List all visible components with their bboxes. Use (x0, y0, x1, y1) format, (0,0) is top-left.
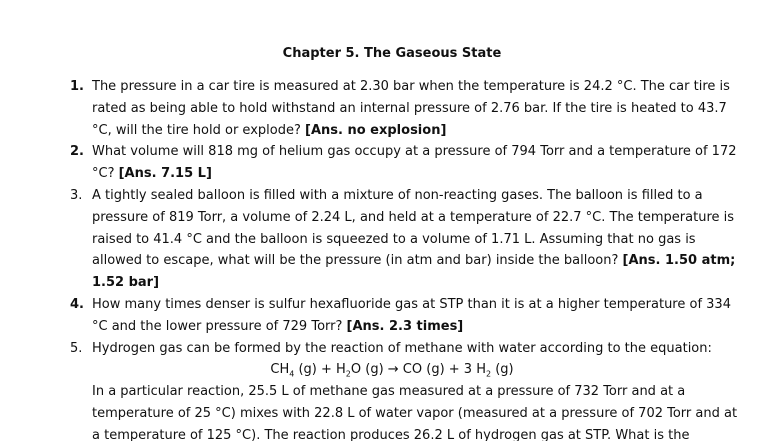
question-text: How many times denser is sulfur hexafluoride gas at STP than it is at a higher temperature of 334 °C and the lower pressure of 729 Torr? (92, 296, 731, 334)
question-number: 1. (70, 79, 84, 94)
question-item (0, 185, 784, 294)
chemical-equation (92, 359, 738, 381)
chapter-title: Chapter 5. The Gaseous State (282, 46, 502, 61)
question-item (0, 294, 784, 338)
question-text: The pressure in a car tire is measured at 2.30 bar when the temperature is 24.2 °C. The car tire is rated as being able to hold withstand an internal pressure of 2.76 bar. If the tire is heated to 43.7 °C, will the tire hold or explode? (92, 79, 730, 138)
eq-subscript: 2 (345, 369, 351, 379)
question-list (0, 76, 784, 441)
eq-subscript: 2 (485, 369, 492, 379)
answer-text: [Ans. 1.50 atm; 1.52 bar] (92, 253, 736, 291)
question-text: A tightly sealed balloon is filled with a mixture of non-reacting gases. The balloon is filled to a pressure of 819 Torr, a volume of 2.24 L, and held at a temperature of 22.7 °C. The temperature is raised to 41.4 °C and the balloon is squeezed to a volume of 1.71 L. Assuming that no gas is allowed to escape, what will be the pressure (in atm and bar) inside the balloon? (92, 187, 735, 269)
answer-text: [Ans. no explosion] (305, 122, 447, 138)
eq-subscript: 4 (289, 369, 295, 379)
question-text: What volume will 818 mg of helium gas occupy at a pressure of 794 Torr and a temperature of 172 °C? (92, 144, 737, 182)
question-item (0, 76, 784, 141)
eq-part: CH (270, 362, 290, 378)
answer-text: [Ans. 7.15 L] (118, 166, 212, 182)
answer-text: [Ans. 2.3 times] (346, 318, 464, 334)
eq-part: (g) (491, 362, 514, 378)
question-number: 4. (70, 296, 84, 312)
eq-part: O (g) → CO (g) + 3 H (350, 362, 486, 378)
question-number: 2. (70, 144, 84, 160)
eq-part: (g) + H (294, 362, 346, 378)
question-number: 5. (70, 340, 83, 356)
question-number: 3. (70, 187, 83, 203)
question-text: Hydrogen gas can be formed by the reaction of methane with water according to the equation: (92, 340, 712, 356)
question-continuation: In a particular reaction, 25.5 L of methane gas measured at a pressure of 732 Torr and at a temperature of 25 °C) mixes with 22.8 L of water vapor (measured at a pressure of 702 Torr and at a temperature of 125 °C). The reaction produces 26.2 L of hydrogen gas at STP. What is the (92, 384, 738, 441)
question-item (0, 141, 784, 185)
question-item (0, 338, 784, 441)
